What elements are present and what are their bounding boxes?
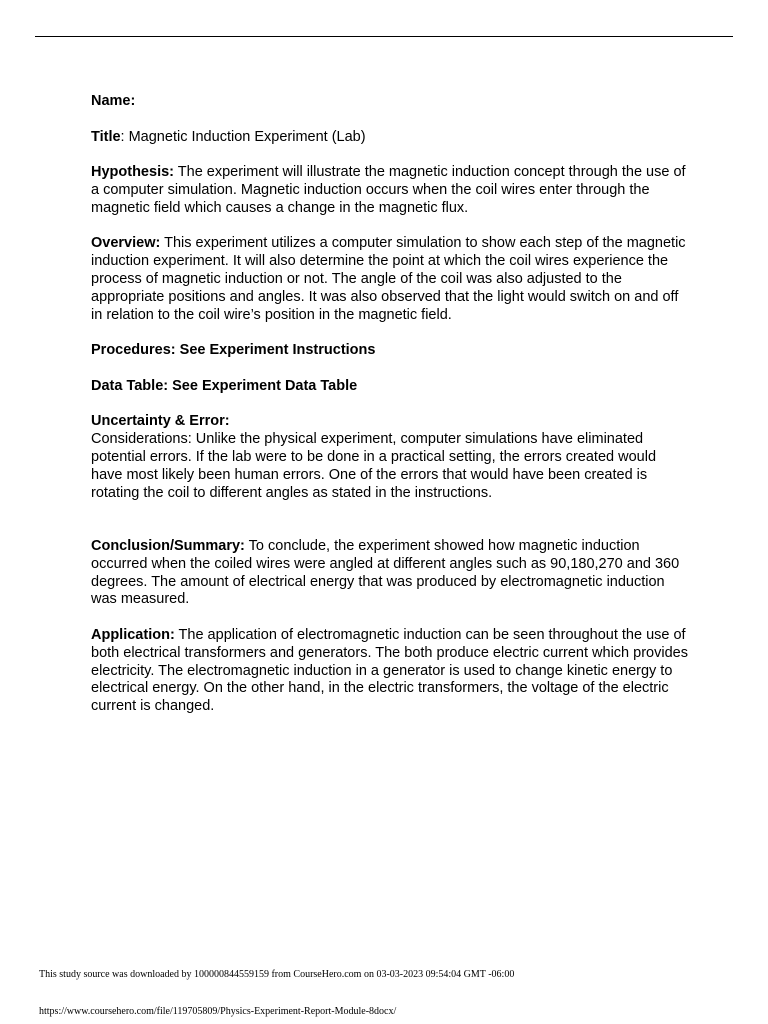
procedures-section xyxy=(91,342,691,360)
application-section xyxy=(91,627,691,716)
hypothesis-label: Hypothesis: xyxy=(91,164,174,181)
hypothesis-text: The experiment will illustrate the magnetic induction concept through the use of a computer simulation. Magnetic induction occurs when the coil wires enter through the magnetic field which causes a change in the magnetic flux. xyxy=(91,164,686,216)
overview-section xyxy=(91,235,691,324)
application-label: Application: xyxy=(91,626,175,643)
title-section xyxy=(91,129,691,147)
conclusion-text: To conclude, the experiment showed how magnetic induction occurred when the coiled wires were angled at different angles such as 90,180,270 and 360 degrees. The amount of electrical energy that was produced by electromagnetic induction was measured. xyxy=(91,537,680,608)
data-table-label: Data Table: See Experiment Data Table xyxy=(91,377,358,394)
uncertainty-section xyxy=(91,413,691,502)
footer-source-line: This study source was downloaded by 100000844559159 from CourseHero.com on 03-03-2023 09:54:04 GMT -06:00 xyxy=(39,969,515,980)
name-label: Name: xyxy=(91,93,136,109)
uncertainty-text: Considerations: Unlike the physical experiment, computer simulations have eliminated potential errors. If the lab were to be done in a practical setting, the errors created would have most likely been human errors. One of the errors that would have been created is rotating the coil to different angles as stated in the instructions. xyxy=(91,431,657,501)
hypothesis-section xyxy=(91,164,691,217)
application-text: The application of electromagnetic induction can be seen throughout the use of both electrical transformers and generators. The both produce electric current which provides electricity. The electromagnetic induction in a generator is used to change kinetic energy to electrical energy. On the other hand, in the electric transformers, the voltage of the electric current is changed. xyxy=(91,626,688,715)
title-label: Title xyxy=(91,128,121,145)
footer-url-line[interactable]: https://www.coursehero.com/file/119705809/Physics-Experiment-Report-Module-8docx/ xyxy=(39,1006,397,1017)
document-body xyxy=(91,93,691,734)
data-table-section xyxy=(91,378,691,396)
title-text: : Magnetic Induction Experiment (Lab) xyxy=(120,128,366,145)
procedures-label: Procedures: See Experiment Instructions xyxy=(91,342,376,359)
conclusion-label: Conclusion/Summary: xyxy=(91,537,245,554)
uncertainty-label: Uncertainty & Error: xyxy=(91,413,230,430)
overview-text: This experiment utilizes a computer simulation to show each step of the magnetic induction experiment. It will also determine the point at which the coil wires experience the process of magnetic induction or not. The angle of the coil was also adjusted to the appropriate positions and angles. It was also observed that the light would switch on and off in relation to the coil wire’s position in the magnetic field. xyxy=(91,235,686,323)
header-rule xyxy=(35,36,733,37)
name-field xyxy=(91,93,691,111)
conclusion-section xyxy=(91,538,691,609)
overview-label: Overview: xyxy=(91,235,161,252)
